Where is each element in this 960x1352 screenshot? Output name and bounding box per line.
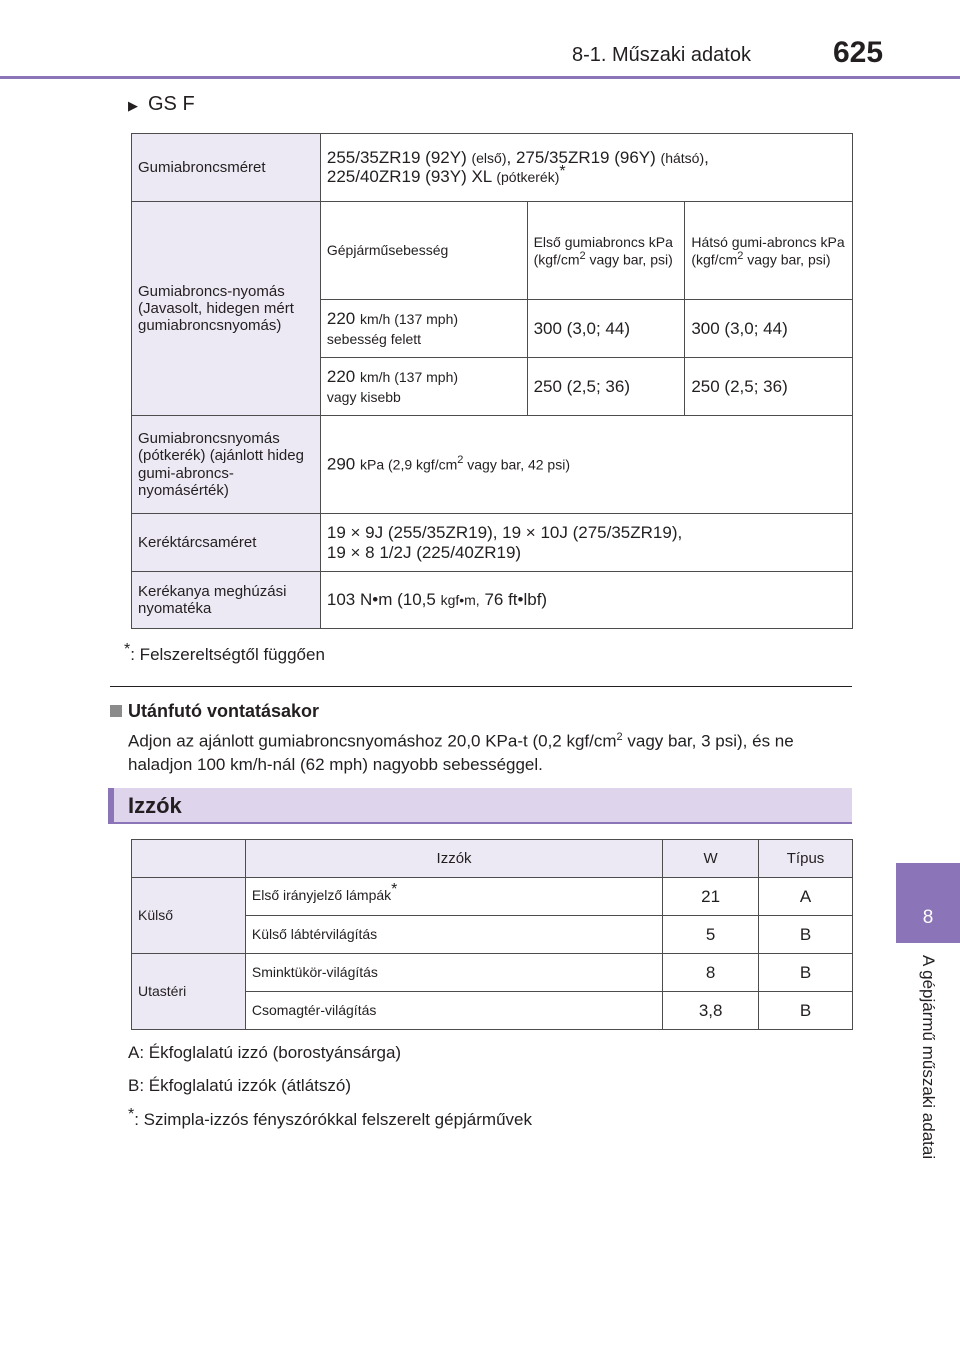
chapter-side-title: A gépjármű műszaki adatai: [919, 955, 938, 1160]
bulb-type: A: [759, 878, 853, 916]
asterisk-icon: *: [559, 163, 566, 181]
bulb-name-text: Első irányjelző lámpák: [251, 887, 392, 904]
row1-rear: 300 (3,0; 44): [685, 300, 853, 358]
col-rear-tail: vagy bar, psi): [743, 251, 831, 268]
tire-size-value: 255/35ZR19 (92Y) (első), 275/35ZR19 (96Y) (hátsó), 225/40ZR19 (93Y) XL (pótkerék)*: [320, 134, 852, 202]
row2-speed: [320, 358, 527, 416]
tire-footnote-text: : Felszereltségtől függően: [130, 645, 325, 664]
towing-text-a: Adjon az ajánlott gumiabroncsnyomáshoz 20,0 KPa-t (0,2 kgf/cm: [128, 731, 617, 751]
rim-size-line2: 19 × 8 1/2J (225/40ZR19): [326, 542, 522, 562]
col-front-text: Első gumiabroncs kPa (kgf/cm: [533, 233, 673, 268]
nut-torque-value: [320, 572, 852, 629]
bulb-header-type: Típus: [759, 840, 853, 878]
table-row: [132, 840, 853, 878]
bulb-type: B: [759, 916, 853, 954]
bulb-group-exterior: Külső: [132, 878, 246, 954]
row2-front: 250 (2,5; 36): [527, 358, 685, 416]
towing-heading: [110, 701, 319, 722]
rim-size-label: Keréktárcsaméret: [132, 514, 321, 572]
row2-rear: 250 (2,5; 36): [685, 358, 853, 416]
bulbs-section-title: Izzók: [128, 793, 182, 818]
row1-speed-note: sebesség felett: [326, 330, 422, 347]
spare-value-num: 290: [326, 455, 356, 475]
rim-size-value: [320, 514, 852, 572]
table-row: [132, 514, 853, 572]
spare-pressure-label: Gumiabroncsnyomás (pótkerék) (ajánlott hideg gumi-abroncs-nyomásérték): [132, 416, 321, 514]
table-row: [132, 416, 853, 514]
bulb-name: Csomagtér-világítás: [245, 992, 662, 1030]
asterisk-icon: *: [391, 881, 398, 899]
bulb-name: [245, 878, 662, 916]
chapter-side-title-wrap: [896, 945, 960, 1215]
bulb-type: B: [759, 992, 853, 1030]
rim-size-line1: 19 × 9J (255/35ZR19), 19 × 10J (275/35ZR19),: [326, 522, 683, 542]
row1-front: 300 (3,0; 44): [527, 300, 685, 358]
tire-size-front: 255/35ZR19 (92Y): [326, 147, 467, 167]
tire-spec-table: [131, 133, 853, 629]
spare-value-tail: vagy bar, 42 psi): [463, 457, 570, 474]
spare-value-unit: kPa (2,9 kgf/cm: [359, 457, 458, 474]
triangle-right-icon: ▶: [128, 98, 138, 113]
towing-text-b: vagy bar, 3 psi), és ne haladjon 100 km/h-nál (62 mph) nagyobb sebességgel.: [128, 731, 794, 774]
header-rule: [0, 76, 960, 79]
bulb-type: B: [759, 954, 853, 992]
table-row: [132, 572, 853, 629]
bulb-watt: 8: [663, 954, 759, 992]
col-front-header: Első gumiabroncs kPa ($kgf/cm^2$ vagy bar, psi): [527, 202, 685, 300]
col-rear-text: Hátsó gumi-abroncs kPa (kgf/cm: [691, 233, 845, 268]
square-bullet-icon: [110, 705, 122, 717]
model-heading: [128, 93, 195, 116]
legend-star: [128, 1106, 532, 1130]
nut-value-kgf: kgf•m,: [440, 592, 480, 609]
bulbs-section-bar: [108, 788, 852, 824]
page-number: 625: [833, 36, 884, 69]
bulb-name: Külső lábtérvilágítás: [245, 916, 662, 954]
row1-speed-unit: km/h (137 mph): [359, 310, 459, 327]
bulb-header-empty: [132, 840, 246, 878]
bulb-watt: 21: [663, 878, 759, 916]
tire-size-rear-note: (hátsó): [660, 149, 705, 166]
tire-pressure-label: Gumiabroncs-nyomás (Javasolt, hidegen mért gumiabroncsnyomás): [132, 202, 321, 416]
section-divider: [110, 686, 852, 687]
table-row: [132, 954, 853, 992]
nut-torque-label: Kerékanya meghúzási nyomatéka: [132, 572, 321, 629]
row2-speed-unit: km/h (137 mph): [359, 368, 459, 385]
tire-size-front-note: (első): [471, 149, 507, 166]
tire-size-label: Gumiabroncsméret: [132, 134, 321, 202]
bulb-header-name: Izzók: [245, 840, 662, 878]
col-speed-header: Gépjárműsebesség: [320, 202, 527, 300]
row2-speed-note: vagy kisebb: [326, 388, 401, 405]
nut-value-main: 103 N•m (10,5: [326, 590, 436, 610]
tire-footnote: [124, 641, 325, 665]
bulb-table: [131, 839, 853, 1030]
tire-size-spare-note: (pótkerék): [496, 169, 560, 186]
model-name: GS F: [148, 93, 195, 115]
header-section-title: 8-1. Műszaki adatok: [572, 44, 751, 66]
spare-pressure-value: 290 kPa (2,9 kgf/$cm^2$ vagy bar, 42 psi): [320, 416, 852, 514]
legend-b: B: Ékfoglalatú izzók (átlátszó): [128, 1076, 351, 1095]
row2-speed-num: 220: [326, 366, 356, 386]
bulb-group-interior: Utastéri: [132, 954, 246, 1030]
asterisk-icon: *: [128, 1106, 135, 1123]
bulb-name: Sminktükör-világítás: [245, 954, 662, 992]
asterisk-icon: *: [124, 641, 131, 658]
table-row: [132, 202, 853, 300]
towing-paragraph: Adjon az ajánlott gumiabroncsnyomáshoz 20,0 KPa-t (0,2 kgf/$cm^2$ vagy bar, 3 psi), és ne haladjon 100 km/h-nál (62 mph) nagyobb sebességgel.: [128, 731, 794, 774]
tire-size-spare: 225/40ZR19 (93Y) XL: [326, 167, 492, 187]
chapter-tab: 8: [896, 863, 960, 943]
bulb-header-w: W: [663, 840, 759, 878]
table-row: [132, 878, 853, 916]
col-front-tail: vagy bar, psi): [585, 251, 673, 268]
nut-value-ftlbf: 76 ft•lbf): [484, 590, 548, 610]
table-row: [132, 134, 853, 202]
legend-star-text: : Szimpla-izzós fényszórókkal felszerelt gépjárművek: [134, 1110, 532, 1129]
bulb-watt: 3,8: [663, 992, 759, 1030]
row1-speed: [320, 300, 527, 358]
legend-a: A: Ékfoglalatú izzó (borostyánsárga): [128, 1043, 402, 1062]
row1-speed-num: 220: [326, 308, 356, 328]
bulb-watt: 5: [663, 916, 759, 954]
tire-size-rear: , 275/35ZR19 (96Y): [506, 147, 656, 167]
col-rear-header: Hátsó gumi-abroncs kPa ($kgf/cm^2$ vagy bar, psi): [685, 202, 853, 300]
towing-heading-text: Utánfutó vontatásakor: [128, 701, 320, 721]
